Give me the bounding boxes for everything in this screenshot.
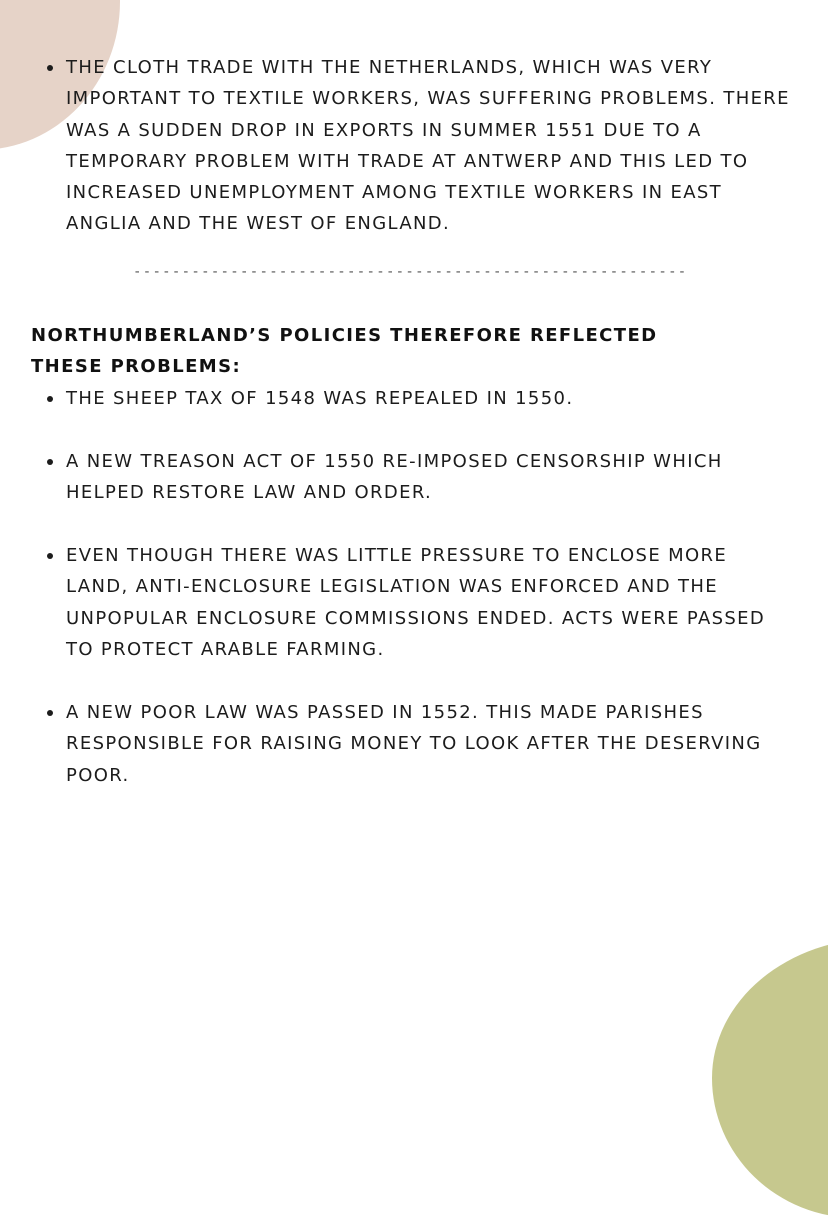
bullet-icon: [47, 459, 53, 465]
list-item: [66, 383, 796, 414]
decorative-blob-bottom: [712, 938, 828, 1218]
bullet-icon: [47, 396, 53, 402]
section-heading: NORTHUMBERLAND’S POLICIES THEREFORE REFLECTED THESE PROBLEMS:: [31, 325, 658, 377]
bullet-icon: [47, 710, 53, 716]
list-item-text: THE CLOTH TRADE WITH THE NETHERLANDS, WHICH WAS VERY IMPORTANT TO TEXTILE WORKERS, WAS SUFFERING PROBLEMS. THERE WAS A SUDDEN DROP IN EXPORTS IN SUMMER 1551 DUE TO A TEMPORARY PROBLEM WITH TRADE AT ANTWERP AND THIS LED TO INCREASED UNEMPLOYMENT AMONG TEXTILE WORKERS IN EAST ANGLIA AND THE WEST OF ENGLAND.: [66, 57, 790, 235]
bullet-icon: [47, 65, 53, 71]
list-item-text: A NEW TREASON ACT OF 1550 RE-IMPOSED CENSORSHIP WHICH HELPED RESTORE LAW AND ORDER.: [66, 451, 723, 504]
bullet-icon: [47, 553, 53, 559]
list-item-text: EVEN THOUGH THERE WAS LITTLE PRESSURE TO ENCLOSE MORE LAND, ANTI-ENCLOSURE LEGISLATION WAS ENFORCED AND THE UNPOPULAR ENCLOSURE COMMISSIONS ENDED. ACTS WERE PASSED TO PROTECT ARABLE FARMING.: [66, 545, 766, 660]
dashed-divider: ---------------------------------------------------------: [133, 264, 688, 280]
list-item: [66, 446, 796, 509]
list-item: [66, 540, 796, 665]
list-item: [66, 52, 796, 240]
list-item: [66, 697, 796, 791]
list-item-text: THE SHEEP TAX OF 1548 WAS REPEALED IN 1550.: [66, 388, 574, 409]
list-item-text: A NEW POOR LAW WAS PASSED IN 1552. THIS MADE PARISHES RESPONSIBLE FOR RAISING MONEY TO LOOK AFTER THE DESERVING POOR.: [66, 702, 762, 786]
